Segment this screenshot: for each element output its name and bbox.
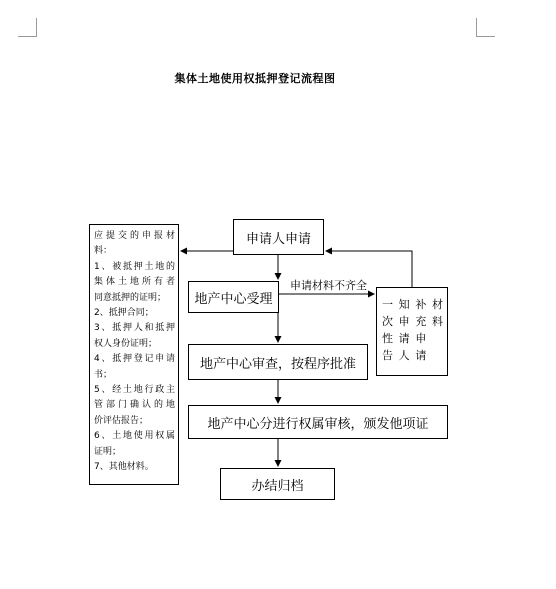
materials-line: 集体土地所有者: [94, 277, 175, 288]
node-notify-supplement: [376, 287, 448, 376]
materials-line: 2、抵押合同；: [94, 308, 154, 319]
materials-line: 管部门确认的地: [94, 400, 175, 411]
materials-line: 书；: [94, 369, 113, 380]
node-center-accept: 地产中心受理: [188, 281, 279, 313]
materials-line: 3、抵押人和抵押: [94, 323, 175, 334]
required-materials-box: [89, 224, 179, 485]
notify-line: 一次性告: [382, 298, 393, 362]
materials-line: 4、抵押登记申请: [94, 354, 175, 365]
notify-line: 材料: [432, 298, 444, 328]
notify-line: 补充申请: [415, 298, 427, 362]
notify-line: 知申请人: [398, 298, 410, 362]
materials-line: 料：: [94, 246, 113, 257]
edge-label-incomplete: 申请材料不齐全: [290, 279, 367, 292]
node-ownership-review: 地产中心分进行权属审核，颁发他项证: [188, 405, 448, 439]
materials-line: 应提交的申报材: [94, 231, 175, 241]
materials-line: 7、其他材料。: [94, 462, 154, 473]
materials-line: 权人身份证明；: [94, 338, 158, 349]
materials-line: 6、土地使用权属: [94, 431, 175, 442]
node-center-review: 地产中心审查，按程序批准: [188, 344, 368, 380]
materials-line: 1、被抵押土地的: [94, 261, 175, 272]
materials-line: 同意抵押的证明；: [94, 292, 167, 303]
node-applicant-apply: 申请人申请: [233, 219, 324, 255]
materials-line: 证明；: [94, 446, 122, 457]
materials-line: 价评估报告；: [94, 415, 149, 426]
diagram-title: 集体土地使用权抵押登记流程图: [174, 72, 336, 85]
materials-line: 5、经土地行政主: [94, 385, 175, 396]
node-archive: 办结归档: [220, 468, 335, 500]
